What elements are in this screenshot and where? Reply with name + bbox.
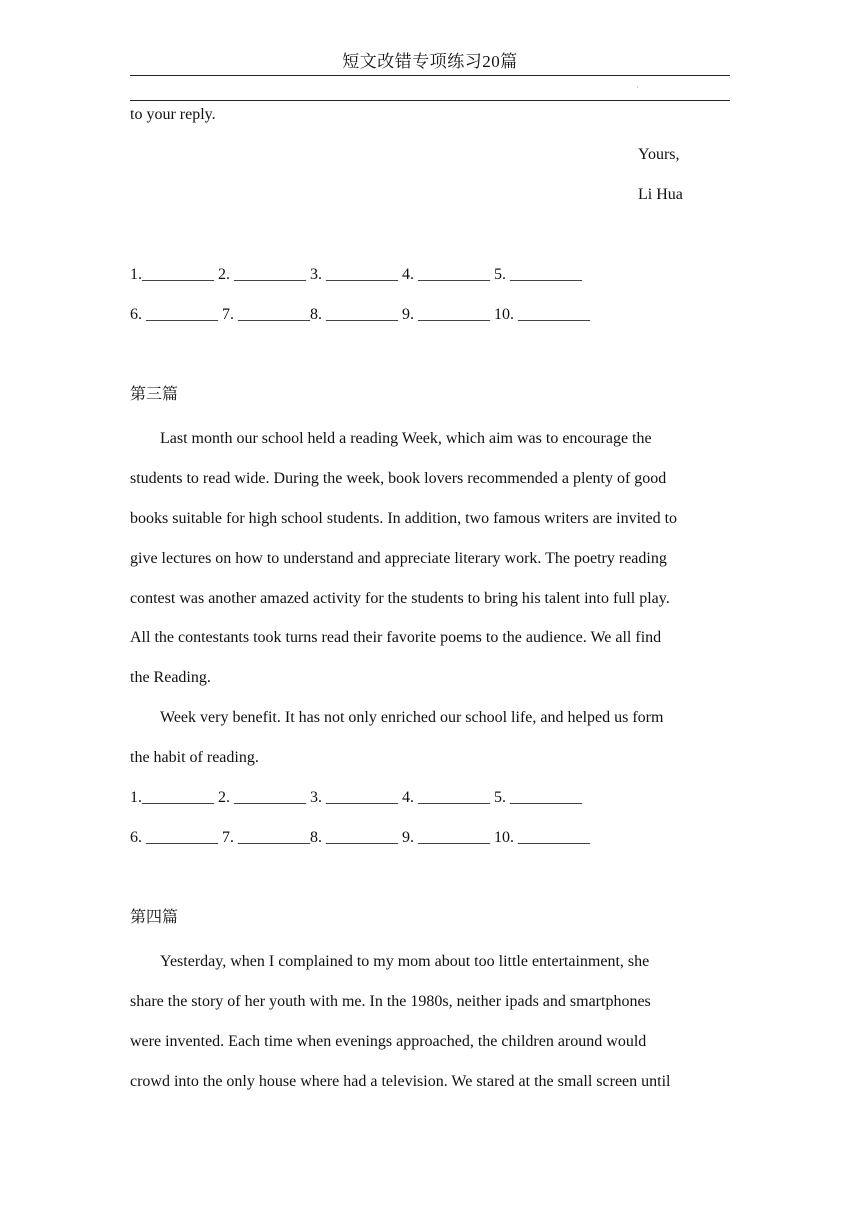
header-rule-bottom: [130, 100, 730, 101]
letter-signature: Li Hua: [638, 186, 683, 203]
letter-tail: to your reply.: [130, 106, 216, 123]
answer-row-2: 6. _________ 7. _________8. _________ 9. _________ 10. _________: [130, 306, 590, 323]
paragraph-line: All the contestants took turns read their favorite poems to the audience. We all find: [130, 629, 662, 646]
paragraph-line: books suitable for high school students. In addition, two famous writers are invited to: [130, 510, 678, 527]
paragraph-line: the Reading.: [130, 669, 211, 686]
header-title: 短文改错专项练习20篇: [342, 52, 518, 71]
paragraph-line: Week very benefit. It has not only enriched our school life, and helped us form: [160, 709, 664, 726]
paragraph-line: share the story of her youth with me. In the 1980s, neither ipads and smartphones: [130, 993, 651, 1010]
answer-row-1: 1._________ 2. _________ 3. _________ 4. _________ 5. _________: [130, 789, 582, 806]
paragraph-line: the habit of reading.: [130, 749, 259, 766]
answer-row-1: 1._________ 2. _________ 3. _________ 4. _________ 5. _________: [130, 266, 582, 283]
paragraph-line: contest was another amazed activity for the students to bring his talent into full play.: [130, 590, 670, 607]
paragraph-line: Yesterday, when I complained to my mom about too little entertainment, she: [160, 953, 650, 970]
letter-closing: Yours,: [638, 146, 680, 163]
section-heading: 第四篇: [130, 909, 179, 926]
paragraph-line: Last month our school held a reading Week, which aim was to encourage the: [160, 430, 652, 447]
paragraph-line: give lectures on how to understand and appreciate literary work. The poetry reading: [130, 550, 667, 567]
header-rule-top: [130, 75, 730, 76]
section-heading: 第三篇: [130, 386, 179, 403]
header-mark: ·: [636, 83, 639, 92]
paragraph-line: were invented. Each time when evenings approached, the children around would: [130, 1033, 647, 1050]
paragraph-line: students to read wide. During the week, book lovers recommended a plenty of good: [130, 470, 667, 487]
paragraph-line: crowd into the only house where had a television. We stared at the small screen until: [130, 1073, 671, 1090]
answer-row-2: 6. _________ 7. _________8. _________ 9. _________ 10. _________: [130, 829, 590, 846]
